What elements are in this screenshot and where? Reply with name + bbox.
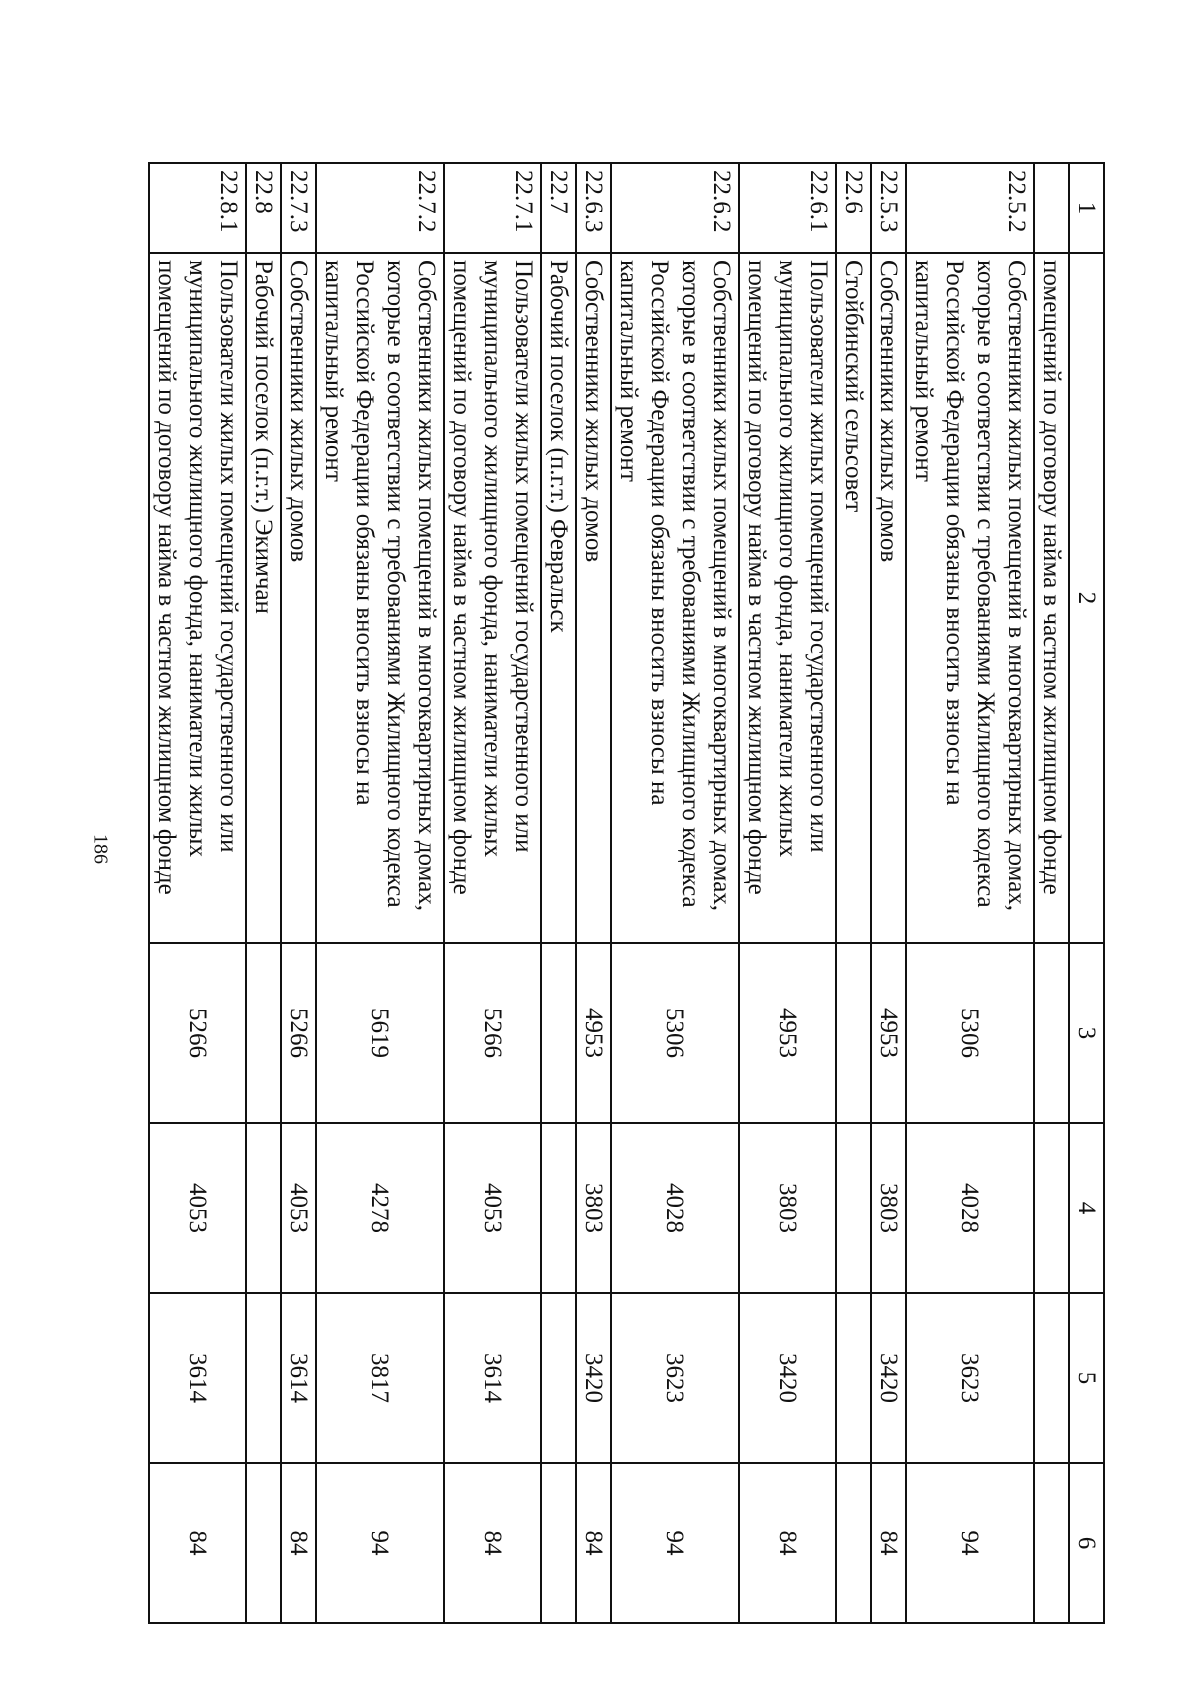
header-cell-6: 6 [1069, 1463, 1104, 1623]
row-description: Собственники жилых помещений в многоквартирных домах, которые в соответствии с требованиями Жилищного кодекса Российской Федерации обязаны вносить взносы на капитальный ремонт [611, 253, 739, 943]
row-description: Собственники жилых домов [576, 253, 611, 943]
row-value-5 [1034, 1293, 1069, 1463]
row-value-4: 4053 [149, 1123, 246, 1293]
row-description: Собственники жилых помещений в многоквартирных домах, которые в соответствии с требованиями Жилищного кодекса Российской Федерации обязаны вносить взносы на капитальный ремонт [316, 253, 444, 943]
row-value-4: 4053 [444, 1123, 541, 1293]
row-value-6: 84 [739, 1463, 836, 1623]
row-description: Собственники жилых домов [871, 253, 906, 943]
table-row [906, 163, 1034, 1623]
row-code: 22.5.3 [871, 163, 906, 253]
row-value-3: 5306 [611, 943, 739, 1123]
row-description: Пользователи жилых помещений государственного или муниципального жилищного фонда, наниматели жилых помещений по договору найма в частном жилищном фонде [444, 253, 541, 943]
table-row [871, 163, 906, 1623]
row-description: Пользователи жилых помещений государственного или муниципального жилищного фонда, наниматели жилых помещений по договору найма в частном жилищном фонде [739, 253, 836, 943]
table-row [1034, 163, 1069, 1623]
row-code: 22.6 [836, 163, 871, 253]
row-description: помещений по договору найма в частном жилищном фонде [1034, 253, 1069, 943]
row-code [1034, 163, 1069, 253]
row-value-6: 94 [611, 1463, 739, 1623]
row-value-6: 84 [281, 1463, 316, 1623]
table-row [281, 163, 316, 1623]
row-value-3 [541, 943, 576, 1123]
row-value-6 [541, 1463, 576, 1623]
row-code: 22.6.3 [576, 163, 611, 253]
row-value-5: 3623 [611, 1293, 739, 1463]
row-value-4: 4028 [906, 1123, 1034, 1293]
row-value-5: 3817 [316, 1293, 444, 1463]
row-code: 22.7.3 [281, 163, 316, 253]
row-value-5: 3614 [444, 1293, 541, 1463]
table-row [444, 163, 541, 1623]
row-description: Пользователи жилых помещений государственного или муниципального жилищного фонда, наниматели жилых помещений по договору найма в частном жилищном фонде [149, 253, 246, 943]
row-value-6 [246, 1463, 281, 1623]
row-description: Собственники жилых домов [281, 253, 316, 943]
page-number: 186 [89, 834, 112, 864]
row-value-4: 3803 [871, 1123, 906, 1293]
header-cell-3: 3 [1069, 943, 1104, 1123]
row-description: Рабочий поселок (п.г.т.) Экимчан [246, 253, 281, 943]
row-value-3: 5266 [281, 943, 316, 1123]
header-cell-5: 5 [1069, 1293, 1104, 1463]
row-value-5: 3614 [281, 1293, 316, 1463]
header-cell-4: 4 [1069, 1123, 1104, 1293]
tariff-table [148, 162, 1105, 1624]
row-value-6: 84 [149, 1463, 246, 1623]
row-value-5: 3614 [149, 1293, 246, 1463]
row-value-6 [1034, 1463, 1069, 1623]
row-value-6: 84 [444, 1463, 541, 1623]
table-row [836, 163, 871, 1623]
row-value-6 [836, 1463, 871, 1623]
row-value-3: 5266 [444, 943, 541, 1123]
row-code: 22.8.1 [149, 163, 246, 253]
row-value-3: 4953 [871, 943, 906, 1123]
row-code: 22.6.1 [739, 163, 836, 253]
table-row [149, 163, 246, 1623]
header-row [1069, 163, 1104, 1623]
row-value-3 [246, 943, 281, 1123]
table-row [316, 163, 444, 1623]
row-value-3: 5306 [906, 943, 1034, 1123]
header-cell-2: 2 [1069, 253, 1104, 943]
row-description: Стойбинский сельсовет [836, 253, 871, 943]
row-value-5 [836, 1293, 871, 1463]
row-value-3 [836, 943, 871, 1123]
row-value-4: 4028 [611, 1123, 739, 1293]
row-value-5: 3420 [576, 1293, 611, 1463]
row-code: 22.6.2 [611, 163, 739, 253]
header-cell-1: 1 [1069, 163, 1104, 253]
row-code: 22.8 [246, 163, 281, 253]
row-description: Собственники жилых помещений в многоквартирных домах, которые в соответствии с требованиями Жилищного кодекса Российской Федерации обязаны вносить взносы на капитальный ремонт [906, 253, 1034, 943]
row-value-4: 3803 [739, 1123, 836, 1293]
row-description: Рабочий поселок (п.г.т.) Февральск [541, 253, 576, 943]
row-value-5: 3623 [906, 1293, 1034, 1463]
row-value-3: 5619 [316, 943, 444, 1123]
row-value-4: 3803 [576, 1123, 611, 1293]
row-value-3 [1034, 943, 1069, 1123]
row-value-6: 84 [576, 1463, 611, 1623]
row-value-6: 94 [906, 1463, 1034, 1623]
row-value-6: 94 [316, 1463, 444, 1623]
row-code: 22.7 [541, 163, 576, 253]
table-row [576, 163, 611, 1623]
row-value-3: 4953 [576, 943, 611, 1123]
row-value-4: 4053 [281, 1123, 316, 1293]
table-row [739, 163, 836, 1623]
table-row [246, 163, 281, 1623]
row-value-4 [246, 1123, 281, 1293]
row-value-3: 5266 [149, 943, 246, 1123]
row-value-4: 4278 [316, 1123, 444, 1293]
row-value-4 [836, 1123, 871, 1293]
row-code: 22.7.1 [444, 163, 541, 253]
row-value-6: 84 [871, 1463, 906, 1623]
row-value-4 [541, 1123, 576, 1293]
row-value-3: 4953 [739, 943, 836, 1123]
row-value-5 [246, 1293, 281, 1463]
row-value-5 [541, 1293, 576, 1463]
table-row [611, 163, 739, 1623]
row-value-4 [1034, 1123, 1069, 1293]
table-row [541, 163, 576, 1623]
row-value-5: 3420 [871, 1293, 906, 1463]
tariff-table-rotated [153, 162, 1105, 1622]
row-code: 22.7.2 [316, 163, 444, 253]
row-code: 22.5.2 [906, 163, 1034, 253]
row-value-5: 3420 [739, 1293, 836, 1463]
